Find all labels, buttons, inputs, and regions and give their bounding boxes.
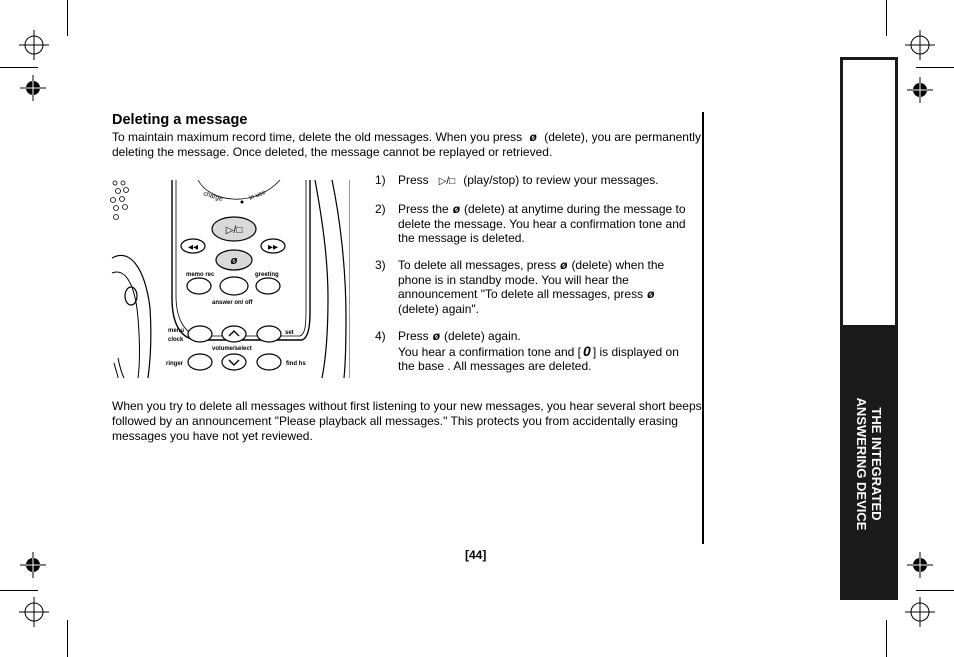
registration-dot-icon xyxy=(20,552,46,578)
greeting-label: greeting xyxy=(255,272,279,278)
step-text: Press xyxy=(398,173,429,187)
volume-select-label: volume/select xyxy=(212,346,252,352)
registration-target-icon xyxy=(905,30,935,60)
side-tab-frame xyxy=(840,57,898,328)
step-number: 1) xyxy=(375,173,386,187)
registration-target-icon xyxy=(905,597,935,627)
step-number: 2) xyxy=(375,202,386,216)
clock-label: clock xyxy=(168,337,184,343)
intro-text-rest: (delete), you are permanently deleting the message. Once deleted, the message cannot be replayed or retrieved. xyxy=(112,130,701,159)
step-number: 4) xyxy=(375,329,386,343)
fast-forward-icon: ▶▶ xyxy=(268,244,278,251)
intro-paragraph xyxy=(112,130,702,160)
memo-rec-label: memo rec xyxy=(186,272,215,278)
vertical-divider xyxy=(702,112,704,544)
charge-label: charge xyxy=(202,190,224,204)
ringer-label: ringer xyxy=(166,361,184,367)
phone-illustration xyxy=(110,178,350,380)
rewind-icon: ◀◀ xyxy=(188,244,198,251)
in-use-label: in use xyxy=(248,188,267,202)
answer-label: answer on/ off xyxy=(212,300,253,306)
registration-dot-icon xyxy=(907,77,933,103)
crop-mark xyxy=(886,0,887,36)
section-title: Deleting a message xyxy=(112,112,248,128)
step-text: (delete) when the phone is in standby mode. You will hear the announcement "To delete all messages, press xyxy=(398,258,665,302)
crop-mark xyxy=(0,590,38,591)
step-text: (delete) again". xyxy=(398,301,479,316)
registration-dot-icon xyxy=(20,75,46,101)
crop-mark xyxy=(886,620,887,657)
crop-mark xyxy=(67,620,68,657)
side-tab-line1: THE INTEGRATED xyxy=(869,407,884,521)
step-text: (delete) at anytime during the message to delete the message. You hear a confirmation tone and the message is deleted. xyxy=(398,202,686,246)
find-hs-label: find hs xyxy=(286,361,306,367)
step-text: (delete) again. xyxy=(444,329,521,343)
play-stop-icon: ▷/□ xyxy=(225,225,243,236)
display-zero-glyph: 0 xyxy=(583,342,591,359)
step-text: (play/stop) to review your messages. xyxy=(463,173,659,187)
step-number: 3) xyxy=(375,258,386,272)
crop-mark xyxy=(916,590,954,591)
set-label: set xyxy=(285,330,294,336)
crop-mark xyxy=(916,67,954,68)
step-text: ] is displayed on the base . All messages are deleted. xyxy=(398,344,679,374)
intro-text: To maintain maximum record time, delete the old messages. When you press xyxy=(112,130,523,144)
delete-icon: ø xyxy=(452,202,461,216)
footer-note: When you try to delete all messages without first listening to your new messages, you hear several short beeps followed by an announcement "Please playback all messages." This protects you from accidentally erasing messages you have not yet reviewed. xyxy=(112,399,702,443)
delete-icon: ø xyxy=(432,329,441,343)
step-text: To delete all messages, press xyxy=(398,258,557,272)
menu-label: menu xyxy=(168,328,185,334)
step-text: Press xyxy=(398,329,429,343)
page-number: [44] xyxy=(465,548,487,562)
crop-mark xyxy=(0,67,38,68)
delete-icon: ø xyxy=(529,130,537,144)
play-stop-icon: ▷/□ xyxy=(438,176,456,187)
crop-mark xyxy=(67,0,68,36)
side-tab-line2: ANSWERING DEVICE xyxy=(854,397,869,531)
registration-target-icon xyxy=(19,597,49,627)
delete-icon: ø xyxy=(560,258,568,272)
registration-dot-icon xyxy=(907,552,933,578)
delete-icon: ø xyxy=(230,255,238,267)
step-text: Press the xyxy=(398,202,449,216)
step-text: You hear a confirmation tone and [ xyxy=(398,344,582,359)
delete-icon: ø xyxy=(647,287,655,302)
speaker-holes xyxy=(111,181,129,220)
side-tab-label xyxy=(854,398,884,531)
registration-target-icon xyxy=(19,30,49,60)
